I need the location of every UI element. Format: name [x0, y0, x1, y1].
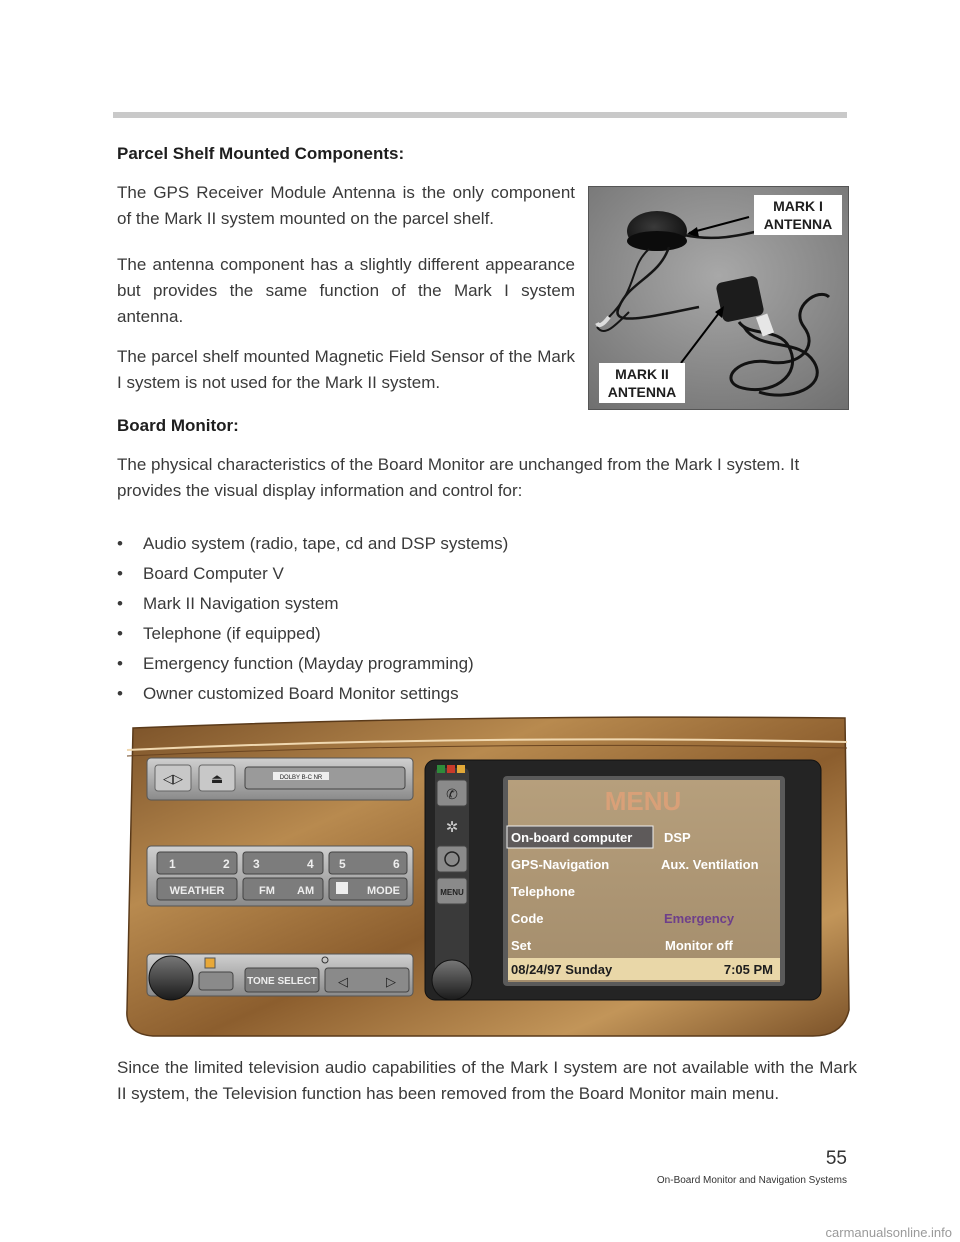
- paragraph-magnetic-sensor: The parcel shelf mounted Magnetic Field Sensor of the Mark I system is not used for the Mark II system.: [117, 347, 575, 392]
- footer-title: On-Board Monitor and Navigation Systems: [656, 1175, 847, 1186]
- status-date: 08/24/97 Sunday: [511, 962, 613, 977]
- list-item: • Telephone (if equipped): [117, 624, 321, 643]
- heading-board-monitor: Board Monitor:: [117, 416, 239, 435]
- preset-6-label: 6: [393, 857, 400, 871]
- feature-list: [117, 532, 857, 712]
- menu-item-aux-ventilation[interactable]: Aux. Ventilation: [661, 857, 759, 872]
- status-time: 7:05 PM: [723, 962, 773, 977]
- preset-1-label: 1: [169, 857, 176, 871]
- preset-4-label: 4: [307, 857, 314, 871]
- menu-item-emergency[interactable]: Emergency: [664, 911, 735, 926]
- amber-led: [457, 765, 465, 773]
- indicator-light: [205, 958, 215, 968]
- preset-5-label: 5: [339, 857, 346, 871]
- menu-item-set[interactable]: Set: [511, 938, 532, 953]
- dolby-icon: [336, 882, 348, 894]
- fan-icon: ✲: [445, 819, 459, 836]
- eject-icon: ⏏: [210, 771, 224, 786]
- tape-button[interactable]: [199, 972, 233, 990]
- tone-select-label: TONE SELECT: [247, 976, 317, 987]
- menu-button-label: MENU: [440, 888, 464, 897]
- top-rule: [113, 112, 847, 118]
- phone-icon: ✆: [446, 786, 458, 802]
- left-arrow-icon: ◁: [338, 974, 348, 989]
- paragraph-gps-antenna: The GPS Receiver Module Antenna is the only component of the Mark II system mounted on the parcel shelf.: [117, 183, 575, 228]
- antenna-photo: [588, 186, 849, 410]
- preset-2-label: 2: [223, 857, 230, 871]
- board-monitor-illustration: [113, 710, 853, 1040]
- paragraph-television-removed: Since the limited television audio capabilities of the Mark I system are not available with the Mark II system, the Television function has been removed from the Board Monitor main menu.: [117, 1058, 857, 1103]
- list-item: • Mark II Navigation system: [117, 594, 339, 613]
- menu-item-code[interactable]: Code: [511, 911, 544, 926]
- menu-item-dsp[interactable]: DSP: [664, 830, 691, 845]
- mode-label: MODE: [367, 885, 400, 897]
- watermark: carmanualsonline.info: [825, 1225, 952, 1240]
- mark2-antenna-shape: [715, 275, 764, 323]
- menu-item-monitor-off[interactable]: Monitor off: [665, 938, 733, 953]
- heading-parcel-shelf: Parcel Shelf Mounted Components:: [117, 144, 405, 163]
- right-arrow-icon: ▷: [386, 974, 396, 989]
- paragraph-antenna-appearance: The antenna component has a slightly different appearance but provides the same function of the Mark I system antenna.: [117, 255, 575, 326]
- preset-buttons: [157, 852, 407, 874]
- label-mark1-line1: MARK I: [773, 198, 823, 214]
- list-item: • Audio system (radio, tape, cd and DSP systems): [117, 534, 509, 553]
- green-led: [437, 765, 445, 773]
- page-number: 55: [825, 1148, 847, 1169]
- preset-3-label: 3: [253, 857, 260, 871]
- list-item: • Owner customized Board Monitor settings: [117, 684, 459, 703]
- red-led: [447, 765, 455, 773]
- am-label: AM: [297, 885, 315, 897]
- menu-item-gps-navigation[interactable]: GPS-Navigation: [511, 857, 610, 872]
- seek-icon: ◁▷: [163, 771, 183, 786]
- paragraph-board-monitor: The physical characteristics of the Board Monitor are unchanged from the Mark I system. It provides the visual display information and control for:: [117, 455, 800, 500]
- label-mark2-line2: ANTENNA: [607, 384, 677, 400]
- cassette-label: DOLBY B-C NR: [279, 775, 323, 781]
- label-mark2-line1: MARK II: [615, 366, 669, 382]
- navigation-knob[interactable]: [432, 960, 472, 1000]
- list-item: • Emergency function (Mayday programming): [117, 654, 474, 673]
- clock-button[interactable]: [437, 846, 467, 872]
- list-item: • Board Computer V: [117, 564, 284, 583]
- menu-item-on-board-computer[interactable]: On-board computer: [511, 830, 633, 845]
- weather-label: WEATHER: [169, 885, 225, 897]
- fm-label: FM: [259, 885, 275, 897]
- menu-title: MENU: [604, 786, 682, 816]
- menu-item-telephone[interactable]: Telephone: [511, 884, 576, 899]
- volume-knob[interactable]: [149, 956, 193, 1000]
- label-mark1-line2: ANTENNA: [763, 216, 833, 232]
